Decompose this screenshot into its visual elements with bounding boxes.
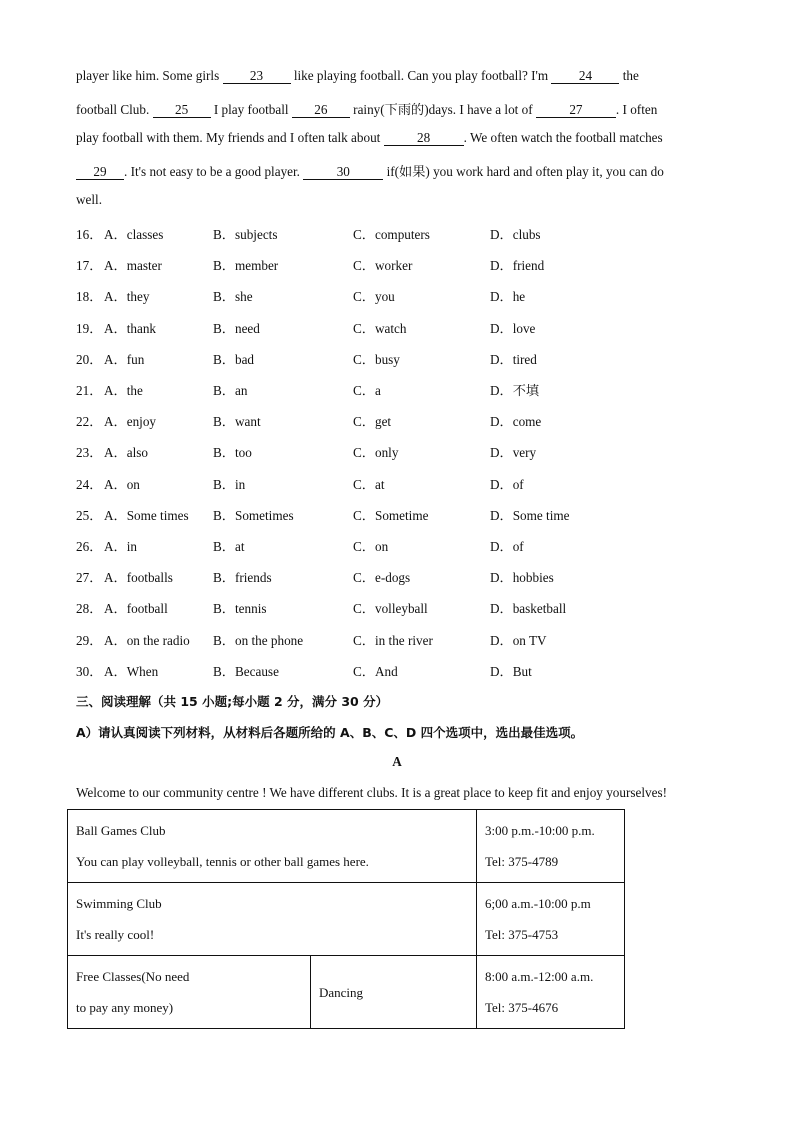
- option-d[interactable]: D．he: [490, 289, 526, 305]
- option-a[interactable]: A．footballs: [104, 570, 173, 586]
- question-number: 24．: [76, 476, 103, 492]
- option-a[interactable]: A．master: [104, 258, 162, 274]
- option-d[interactable]: D．hobbies: [490, 570, 554, 586]
- passage-label: A: [392, 754, 402, 769]
- club-activity: Dancing: [319, 984, 364, 1000]
- option-d[interactable]: D．of: [490, 476, 524, 492]
- club-tel: Tel: 375-4676: [485, 1000, 559, 1015]
- blank-26: 26: [292, 103, 350, 118]
- time-cell: [477, 956, 625, 1029]
- question-number: 20．: [76, 351, 103, 367]
- option-a[interactable]: A．they: [104, 289, 150, 305]
- option-b[interactable]: B．want: [213, 414, 261, 430]
- option-b[interactable]: B．member: [213, 258, 279, 274]
- option-a[interactable]: A．the: [104, 383, 143, 398]
- blank-30: 30: [303, 165, 383, 180]
- club-name: Free Classes(No need: [76, 969, 190, 984]
- option-b[interactable]: B．in: [213, 476, 246, 492]
- option-b[interactable]: B．friends: [213, 570, 272, 586]
- question-number: 21．: [76, 383, 103, 398]
- table-row: [68, 883, 625, 956]
- club-name: Swimming Club: [76, 896, 162, 911]
- option-a[interactable]: A．in: [104, 539, 137, 554]
- table-row: [68, 956, 625, 1029]
- option-b[interactable]: B．subjects: [213, 227, 278, 242]
- option-c[interactable]: C．computers: [353, 227, 430, 242]
- option-a[interactable]: A．When: [104, 663, 159, 679]
- option-d[interactable]: D．But: [490, 663, 532, 679]
- option-b[interactable]: B．tennis: [213, 601, 267, 617]
- option-d[interactable]: D．on TV: [490, 632, 547, 648]
- option-c[interactable]: C．e-dogs: [353, 570, 411, 586]
- option-c[interactable]: C．on: [353, 539, 389, 554]
- option-b[interactable]: B．too: [213, 445, 252, 461]
- option-a[interactable]: A．also: [104, 445, 148, 461]
- club-cell: [68, 883, 477, 956]
- question-number: 28．: [76, 601, 103, 617]
- option-a[interactable]: A．enjoy: [104, 414, 157, 430]
- activity-cell: [311, 956, 477, 1029]
- option-b[interactable]: B．Sometimes: [213, 507, 294, 523]
- blank-28: 28: [384, 131, 464, 146]
- question-number: 16．: [76, 227, 103, 242]
- time-cell: [477, 883, 625, 956]
- option-c[interactable]: C．only: [353, 445, 399, 461]
- option-c[interactable]: C．worker: [353, 258, 413, 274]
- option-c[interactable]: C．get: [353, 414, 392, 430]
- option-c[interactable]: C．And: [353, 663, 398, 679]
- option-c[interactable]: C．a: [353, 383, 381, 398]
- blank-23: 23: [223, 69, 291, 84]
- option-b[interactable]: B．bad: [213, 351, 255, 367]
- option-a[interactable]: A．on: [104, 476, 140, 492]
- option-b[interactable]: B．on the phone: [213, 632, 304, 648]
- club-time: 6;00 a.m.-10:00 p.m: [485, 896, 591, 911]
- option-a[interactable]: A．football: [104, 601, 168, 617]
- club-tel: Tel: 375-4753: [485, 927, 559, 942]
- option-b[interactable]: B．at: [213, 539, 245, 554]
- option-b[interactable]: B．need: [213, 320, 260, 336]
- blank-27: 27: [536, 103, 616, 118]
- question-number: 30．: [76, 663, 103, 679]
- section-title: 三、阅读理解（共 15 小题;每小题 2 分，满分 30 分）: [76, 694, 389, 709]
- option-a[interactable]: A．fun: [104, 351, 145, 367]
- time-cell: [477, 810, 625, 883]
- option-d[interactable]: D．friend: [490, 258, 545, 274]
- club-cell: [68, 810, 477, 883]
- club-time: 3:00 p.m.-10:00 p.m.: [485, 823, 595, 838]
- club-table: [67, 809, 625, 1029]
- option-c[interactable]: C．busy: [353, 351, 400, 367]
- table-row: [68, 810, 625, 883]
- option-d[interactable]: D．clubs: [490, 227, 541, 242]
- club-tel: Tel: 375-4789: [485, 854, 559, 869]
- club-cell: [68, 956, 311, 1029]
- blank-24: 24: [551, 69, 619, 84]
- option-d[interactable]: D．Some time: [490, 507, 570, 523]
- option-c[interactable]: C．you: [353, 289, 395, 305]
- option-c[interactable]: C．in the river: [353, 632, 433, 648]
- option-d[interactable]: D．love: [490, 320, 536, 336]
- club-name: Ball Games Club: [76, 823, 166, 838]
- passage-line-3: play football with them. My friends and I often talk about 28 . We often watch the football matches: [76, 130, 663, 145]
- passage-line-1: player like him. Some girls 23 like playing football. Can you play football? I'm 24 the: [76, 68, 639, 83]
- question-number: 25．: [76, 507, 103, 523]
- passage-line-4: 29 . It's not easy to be a good player. 30 if(如果) you work hard and often play it, you can do: [76, 161, 664, 180]
- blank-29: 29: [76, 165, 124, 180]
- club-time: 8:00 a.m.-12:00 a.m.: [485, 969, 594, 984]
- option-a[interactable]: A．on the radio: [104, 632, 190, 648]
- blank-25: 25: [153, 103, 211, 118]
- option-c[interactable]: C．at: [353, 476, 385, 492]
- option-d[interactable]: D．不填: [490, 383, 540, 398]
- club-name-cont: to pay any money): [76, 1000, 174, 1015]
- option-c[interactable]: C．volleyball: [353, 601, 428, 617]
- option-d[interactable]: D．tired: [490, 351, 537, 367]
- option-c[interactable]: C．Sometime: [353, 507, 429, 523]
- passage-intro: Welcome to our community centre ! We have different clubs. It is a great place to keep fit and enjoy yourselves!: [76, 785, 667, 800]
- question-number: 18．: [76, 289, 103, 305]
- option-a[interactable]: A．classes: [104, 227, 164, 242]
- passage-line-5: well.: [76, 192, 103, 207]
- option-c[interactable]: C．watch: [353, 320, 407, 336]
- option-d[interactable]: D．very: [490, 445, 537, 461]
- section-instruction: A）请认真阅读下列材料，从材料后各题所给的 A、B、C、D 四个选项中，选出最佳选项。: [76, 725, 584, 740]
- question-number: 27．: [76, 570, 103, 586]
- question-number: 29．: [76, 632, 103, 648]
- option-d[interactable]: D．basketball: [490, 601, 567, 617]
- option-a[interactable]: A．thank: [104, 320, 157, 336]
- passage-line-2: football Club. 25 I play football 26 rainy(下雨的)days. I have a lot of 27 . I often: [76, 102, 658, 117]
- club-desc: It's really cool!: [76, 927, 155, 942]
- question-number: 17．: [76, 258, 103, 274]
- option-b[interactable]: B．Because: [213, 663, 279, 679]
- question-number: 22．: [76, 414, 103, 430]
- club-desc: You can play volleyball, tennis or other ball games here.: [76, 854, 369, 869]
- option-b[interactable]: B．an: [213, 383, 248, 398]
- option-b[interactable]: B．she: [213, 289, 253, 305]
- question-number: 26．: [76, 539, 103, 554]
- question-number: 23．: [76, 445, 103, 461]
- option-a[interactable]: A．Some times: [104, 507, 189, 523]
- option-d[interactable]: D．of: [490, 539, 524, 554]
- question-number: 19．: [76, 320, 103, 336]
- option-d[interactable]: D．come: [490, 414, 542, 430]
